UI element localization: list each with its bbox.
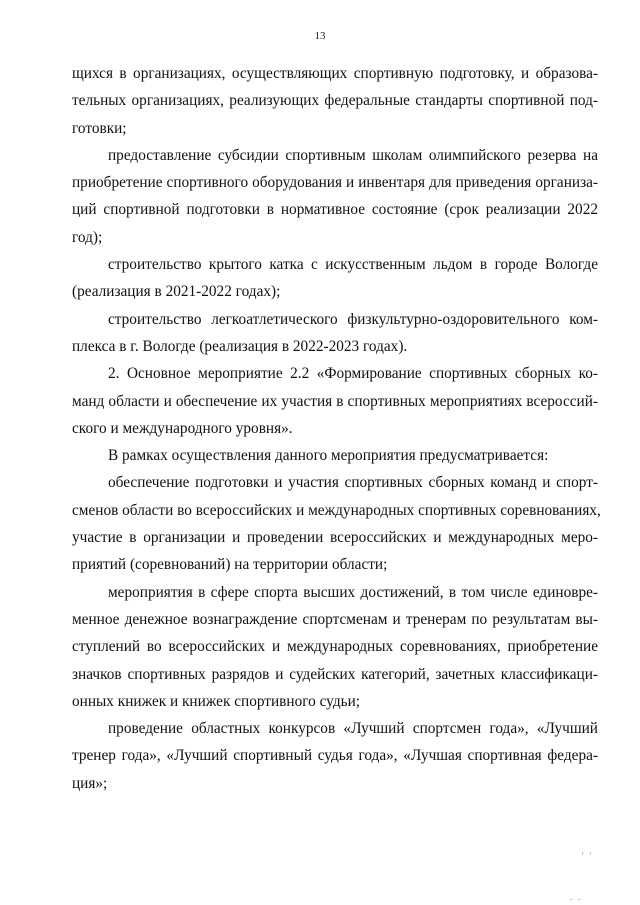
text-line: готовки; bbox=[72, 119, 127, 137]
text-line: мероприятия в сфере спорта высших достижений, в том числе единовре- bbox=[108, 583, 598, 601]
text-line: проведение областных конкурсов «Лучший спортсмен года», «Лучший bbox=[108, 720, 598, 738]
paragraph bbox=[72, 251, 598, 306]
scan-artifact: ' ' bbox=[582, 851, 593, 860]
text-line: ского и международного уровня». bbox=[72, 419, 293, 437]
text-line: сменов области во всероссийских и международных спортивных соревнованиях, bbox=[72, 501, 601, 519]
text-line: В рамках осуществления данного мероприятия предусматривается: bbox=[108, 447, 549, 465]
document-body bbox=[72, 60, 601, 797]
text-line: тельных организациях, реализующих федеральные стандарты спортивной под- bbox=[72, 92, 598, 110]
paragraph bbox=[72, 142, 598, 251]
text-line: манд области и обеспечение их участия в спортивных мероприятиях всероссий- bbox=[72, 392, 598, 410]
text-line: ступлений во всероссийских и международных соревнованиях, приобретение bbox=[72, 638, 598, 656]
text-line: тренер года», «Лучший спортивный судья года», «Лучшая спортивная федера- bbox=[72, 747, 598, 765]
paragraph bbox=[72, 469, 601, 578]
text-line: приобретение спортивного оборудования и инвентаря для приведения организа- bbox=[72, 174, 598, 192]
paragraph bbox=[72, 306, 598, 361]
paragraph bbox=[72, 442, 598, 469]
paragraph bbox=[72, 360, 598, 442]
text-line: ция»; bbox=[72, 774, 108, 792]
text-line: год); bbox=[72, 228, 103, 246]
text-line: обеспечение подготовки и участия спортивных сборных команд и спорт- bbox=[108, 474, 598, 492]
page-number: 13 bbox=[314, 30, 326, 42]
text-line: менное денежное вознаграждение спортсменам и тренерам по результатам вы- bbox=[72, 610, 598, 628]
text-line: предоставление субсидии спортивным школам олимпийского резерва на bbox=[108, 146, 598, 164]
text-line: щихся в организациях, осуществляющих спортивную подготовку, и образова- bbox=[72, 65, 598, 82]
text-line: строительство крытого катка с искусственным льдом в городе Вологде bbox=[108, 256, 598, 274]
text-line: строительство легкоатлетического физкультурно-оздоровительного ком- bbox=[108, 310, 598, 328]
paragraph bbox=[72, 715, 598, 797]
scan-artifact: . . bbox=[570, 893, 582, 902]
text-line: приятий (соревнований) на территории области; bbox=[72, 556, 388, 574]
paragraph bbox=[72, 579, 598, 715]
text-line: плекса в г. Вологде (реализация в 2022-2023 годах). bbox=[72, 337, 408, 355]
text-line: онных книжек и книжек спортивного судьи; bbox=[72, 692, 361, 710]
text-line: значков спортивных разрядов и судейских категорий, зачетных классификаци- bbox=[72, 665, 598, 683]
paragraph bbox=[72, 60, 598, 142]
text-line: участие в организации и проведении всероссийских и международных меро- bbox=[72, 529, 598, 547]
text-line: (реализация в 2021-2022 годах); bbox=[72, 283, 281, 301]
text-line: 2. Основное мероприятие 2.2 «Формирование спортивных сборных ко- bbox=[108, 365, 598, 383]
text-line: ций спортивной подготовки в нормативное состояние (срок реализации 2022 bbox=[72, 201, 598, 219]
